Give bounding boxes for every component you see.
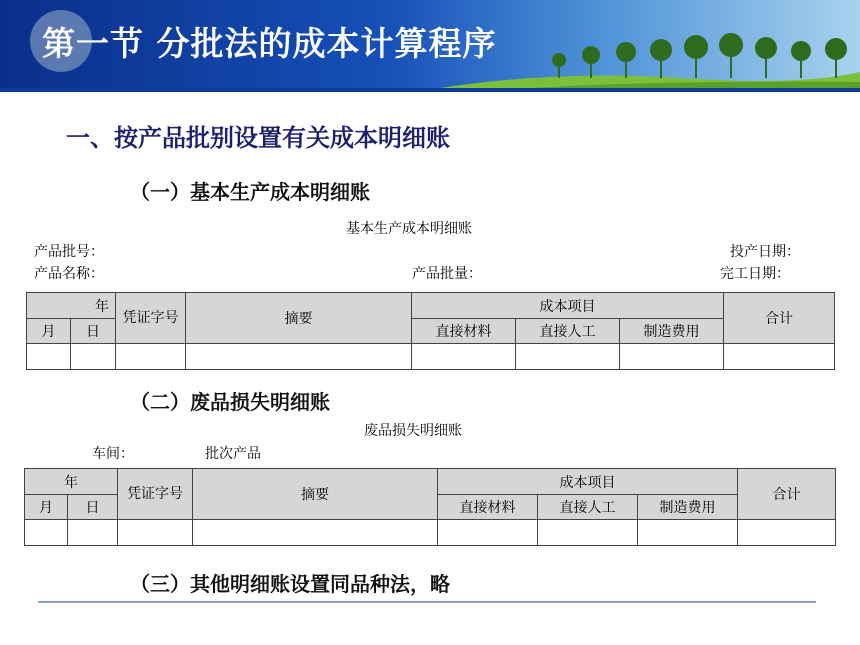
overhead-header: 制造费用	[620, 319, 724, 344]
title-banner	[0, 0, 860, 92]
cost-items-header: 成本项目	[412, 293, 724, 319]
slide-title: 第一节 分批法的成本计算程序	[42, 24, 497, 63]
materials-header: 直接材料	[438, 495, 538, 520]
section-heading: 一、按产品批别设置有关成本明细账	[66, 124, 450, 152]
year-header: 年	[25, 469, 118, 495]
batch-qty-label: 产品批量：	[412, 266, 482, 282]
table-row	[27, 344, 835, 370]
ledger-2-caption: 废品损失明细账	[364, 423, 462, 439]
month-header: 月	[25, 495, 68, 520]
subsection-1-heading: （一）基本生产成本明细账	[130, 180, 370, 204]
footer-divider	[38, 601, 816, 603]
batch-product-label: 批次产品	[205, 446, 261, 462]
banner-bottom-rule	[0, 88, 860, 92]
labor-header: 直接人工	[516, 319, 620, 344]
materials-header: 直接材料	[412, 319, 516, 344]
day-header: 日	[71, 319, 116, 344]
subsection-3-heading: （三）其他明细账设置同品种法，略	[130, 572, 450, 596]
workshop-label: 车间：	[92, 446, 134, 462]
table-row	[25, 520, 836, 546]
product-name-label: 产品名称：	[34, 266, 104, 282]
subsection-2-heading: （二）废品损失明细账	[130, 390, 330, 414]
production-cost-ledger-table	[26, 292, 835, 370]
summary-header: 摘要	[193, 469, 438, 520]
total-header: 合计	[738, 469, 836, 520]
summary-header: 摘要	[186, 293, 412, 344]
labor-header: 直接人工	[538, 495, 638, 520]
cost-items-header: 成本项目	[438, 469, 738, 495]
ledger-1-caption: 基本生产成本明细账	[346, 221, 472, 237]
month-header: 月	[27, 319, 71, 344]
year-header: 年	[27, 293, 116, 319]
day-header: 日	[68, 495, 118, 520]
voucher-header: 凭证字号	[116, 293, 186, 344]
batch-no-label: 产品批号：	[34, 244, 104, 260]
overhead-header: 制造费用	[638, 495, 738, 520]
total-header: 合计	[724, 293, 835, 344]
landscape-trees-image	[440, 0, 860, 92]
finish-date-label: 完工日期：	[720, 266, 790, 282]
voucher-header: 凭证字号	[118, 469, 193, 520]
scrap-loss-ledger-table	[24, 468, 836, 546]
start-date-label: 投产日期：	[730, 244, 800, 260]
